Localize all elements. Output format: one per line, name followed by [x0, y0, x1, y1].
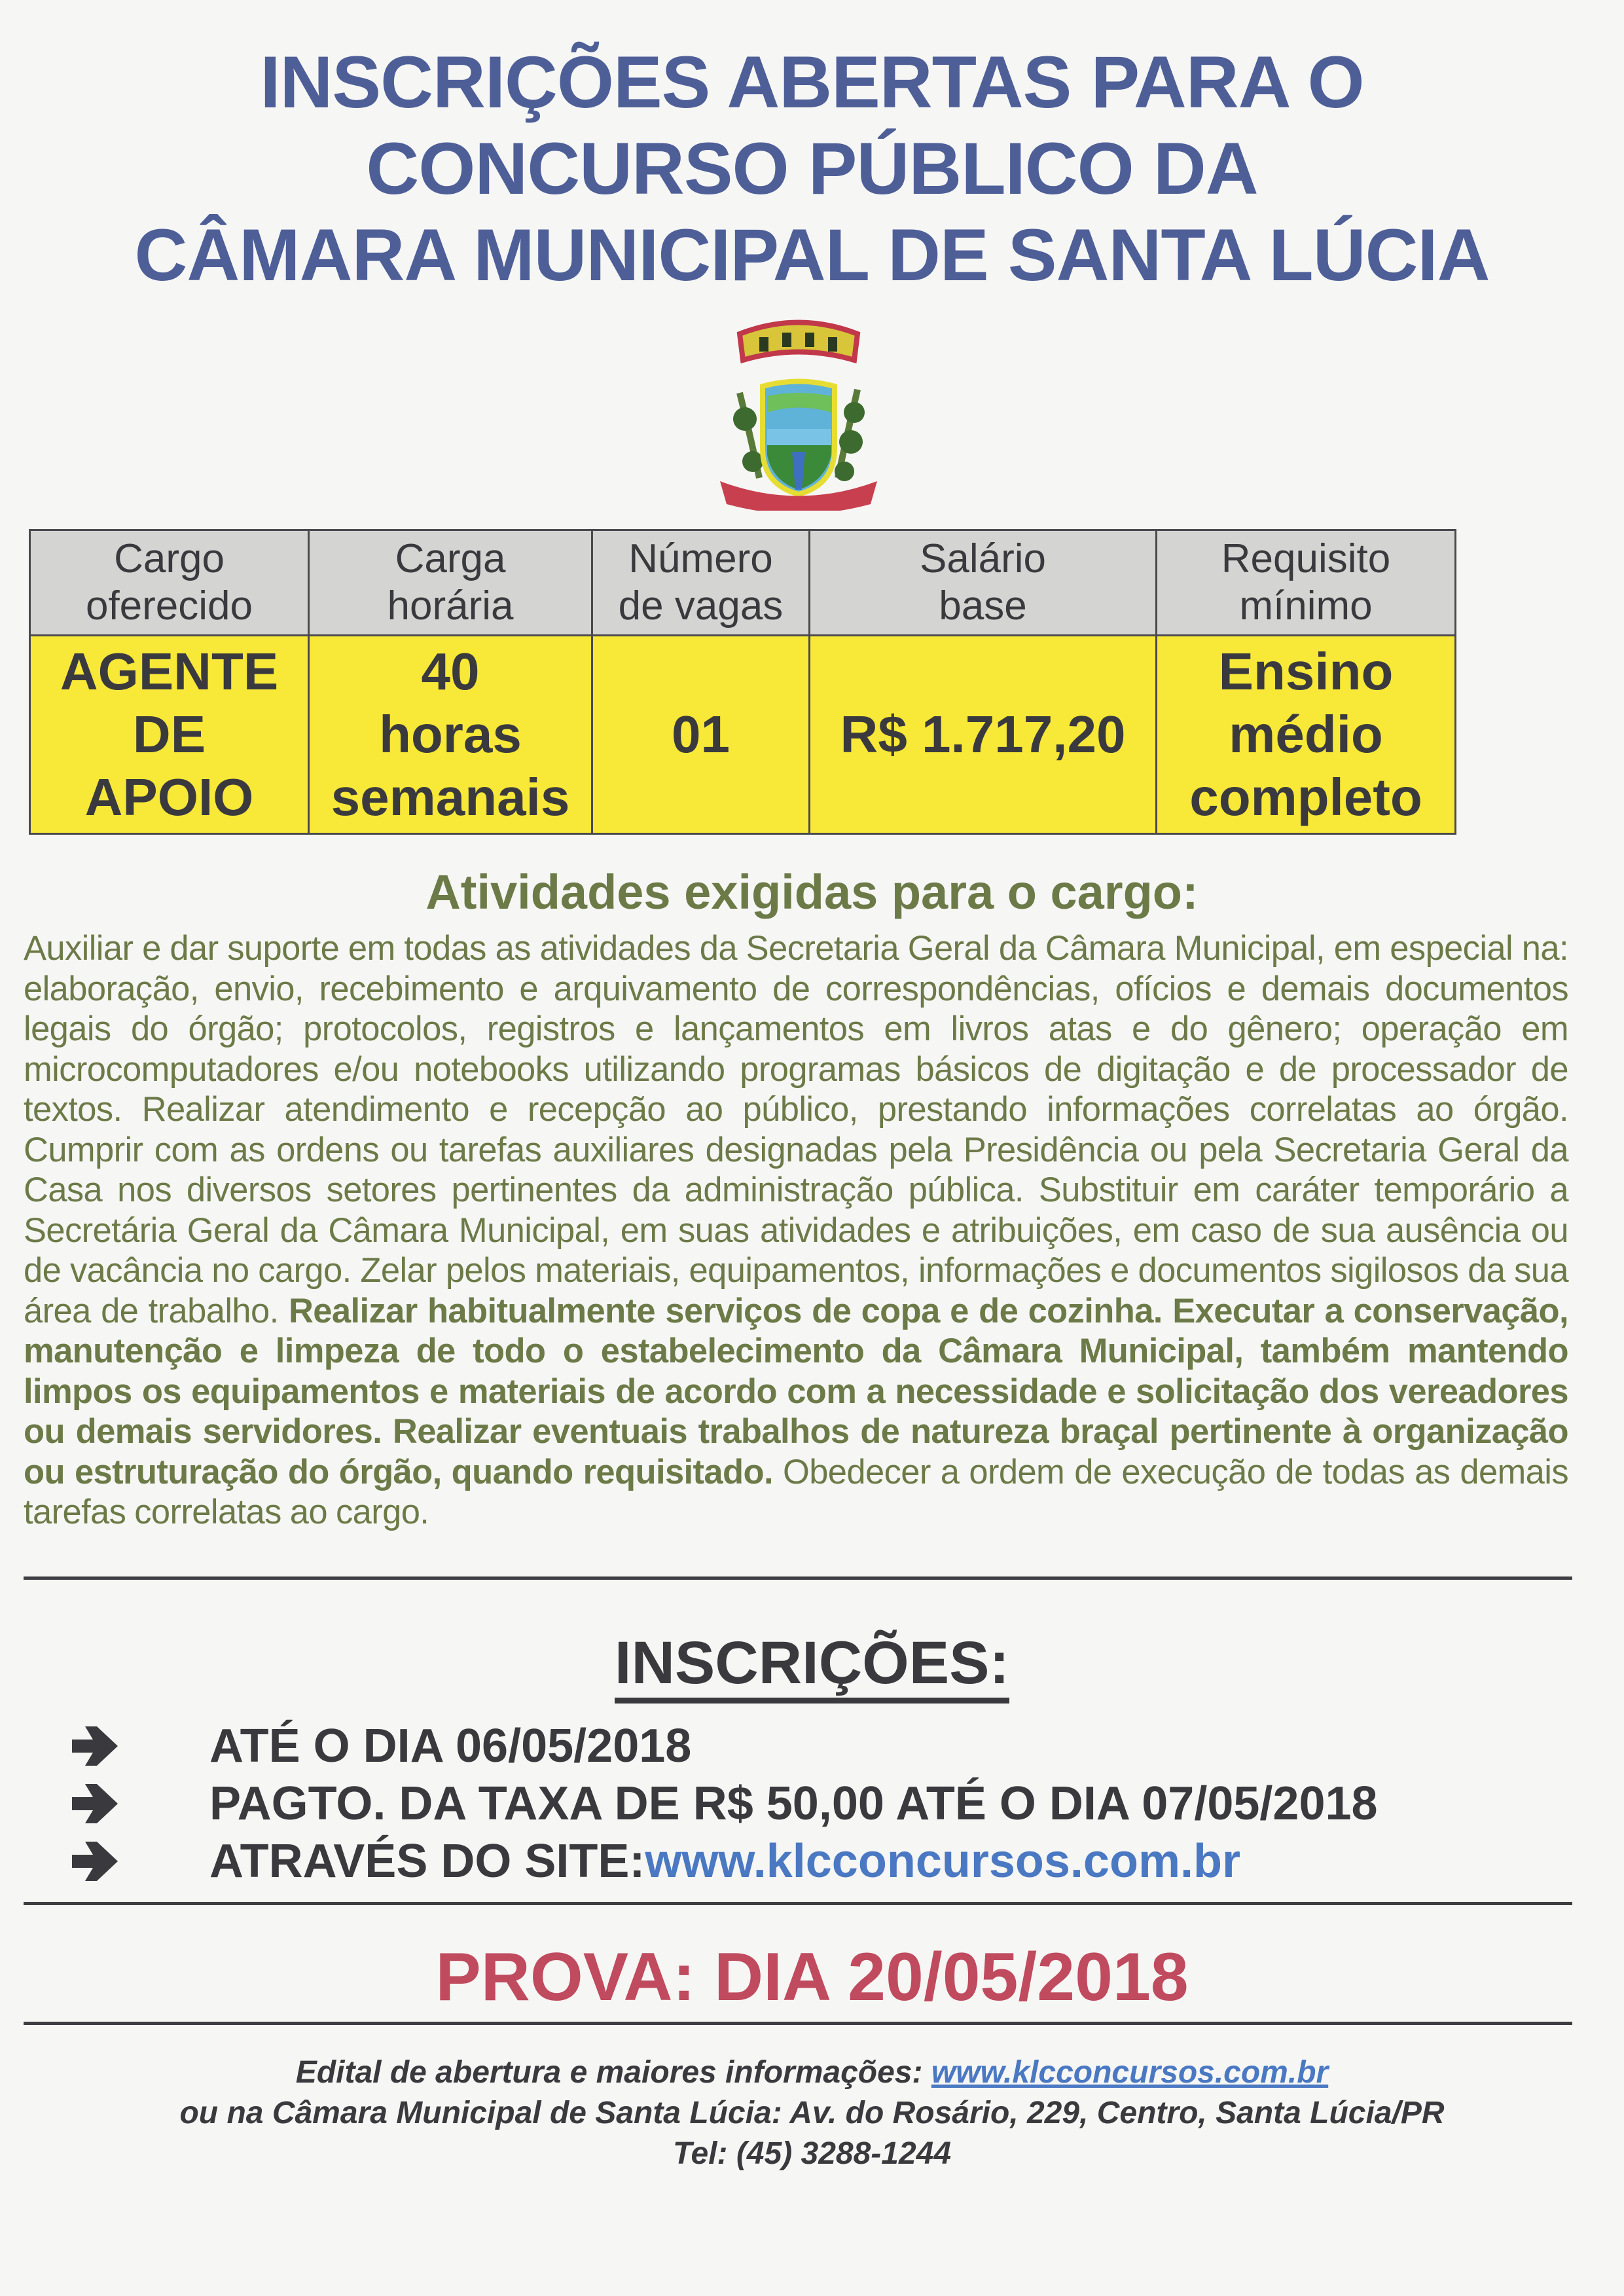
- cell-vagas: 01: [592, 636, 810, 834]
- divider: [24, 2022, 1572, 2025]
- inscricoes-item-site: [72, 1832, 1240, 1891]
- inscricoes-site-label: ATRAVÉS DO SITE:: [209, 1835, 645, 1887]
- activities-text-closing: Obedecer a ordem de execução de todas as demais tarefas correlatas ao cargo.: [24, 1452, 1568, 1531]
- activities-text-regular: Auxiliar e dar suporte em todas as atividades da Secretaria Geral da Câmara Municipal, em especial na: elaboração, envio, recebimento e arquivamento de correspondências, ofícios e demais documentos legais do órgão; protocolos, registros e lançamentos em livros atas e do gênero; operação em microcomputadores e/ou notebooks utilizando programas básicos de digitação e de processador de textos. Realizar atendimento e recepção ao público, prestando informações correlatas ao órgão. Cumprir com as ordens ou tarefas auxiliares designadas pela Presidência ou pela Secretaria Geral da Casa nos diversos setores pertinentes da administração pública. Substituir em caráter temporário a Secretária Geral da Câmara Municipal, em suas atividades e atribuições, em caso de sua ausência ou de vacância no cargo. Zelar pelos materiais, equipamentos, informações e documentos sigilosos da sua área de trabalho.: [24, 929, 1568, 1330]
- footer-site-link[interactable]: www.klcconcursos.com.br: [931, 2055, 1329, 2090]
- divider: [24, 1576, 1572, 1580]
- cell-requisito: Ensino médio completo: [1157, 636, 1456, 834]
- title-line-1: INSCRIÇÕES ABERTAS PARA O: [260, 41, 1364, 123]
- header-cargo-oferecido: Cargo oferecido: [30, 530, 309, 636]
- cell-salario: R$ 1.717,20: [810, 636, 1157, 834]
- header-salario-base: Salário base: [810, 530, 1157, 636]
- inscricoes-payment-text: PAGTO. DA TAXA DE R$ 50,00 ATÉ O DIA 07/05/2018: [209, 1777, 1378, 1830]
- activities-heading: Atividades exigidas para o cargo:: [425, 865, 1199, 919]
- header-carga-horaria: Carga horária: [309, 530, 592, 636]
- activities-text-bold: Realizar habitualmente serviços de copa e de cozinha. Executar a conservação, manutenção e limpeza de todo o estabelecimento da Câmara Municipal, também mantendo limpos os equipamentos e materiais de acordo com a necessidade e solicitação dos vereadores ou demais servidores. Realizar eventuais trabalhos de natureza braçal pertinente à organização ou estruturação do órgão, quando requisitado.: [24, 1291, 1568, 1491]
- inscricoes-deadline-text: ATÉ O DIA 06/05/2018: [209, 1720, 692, 1772]
- job-table: [29, 529, 1456, 835]
- footer-line-address: ou na Câmara Municipal de Santa Lúcia: Av. do Rosário, 229, Centro, Santa Lúcia/PR: [179, 2096, 1445, 2130]
- header-numero-de-vagas: Número de vagas: [592, 530, 810, 636]
- cell-cargo: AGENTE DE APOIO: [30, 636, 309, 834]
- arrow-right-icon: [72, 1726, 209, 1766]
- title-line-3: CÂMARA MUNICIPAL DE SANTA LÚCIA: [134, 214, 1490, 296]
- header-requisito-minimo: Requisito mínimo: [1157, 530, 1456, 636]
- footer-line-edital: Edital de abertura e maiores informações: www.klcconcursos.com.br: [295, 2055, 1329, 2090]
- footer-info: [0, 2052, 1624, 2174]
- page-title: [0, 39, 1624, 299]
- inscricoes-item-deadline: [72, 1717, 691, 1776]
- title-line-2: CONCURSO PÚBLICO DA: [366, 128, 1258, 210]
- table-header-row: [30, 530, 1456, 636]
- cell-carga-horaria: 40 horas semanais: [309, 636, 592, 834]
- footer-line-phone: Tel: (45) 3288-1244: [672, 2136, 952, 2171]
- arrow-right-icon: [72, 1784, 209, 1823]
- inscricoes-item-payment: [72, 1774, 1378, 1833]
- inscricoes-heading: INSCRIÇÕES:: [0, 1627, 1624, 1699]
- arrow-right-icon: [72, 1842, 209, 1881]
- activities-description: [24, 928, 1568, 1533]
- table-row: [30, 636, 1456, 834]
- exam-date: PROVA: DIA 20/05/2018: [435, 1939, 1189, 2015]
- municipal-coat-of-arms-icon: [713, 314, 884, 511]
- inscricoes-site-link[interactable]: www.klcconcursos.com.br: [645, 1835, 1240, 1887]
- divider: [24, 1902, 1572, 1905]
